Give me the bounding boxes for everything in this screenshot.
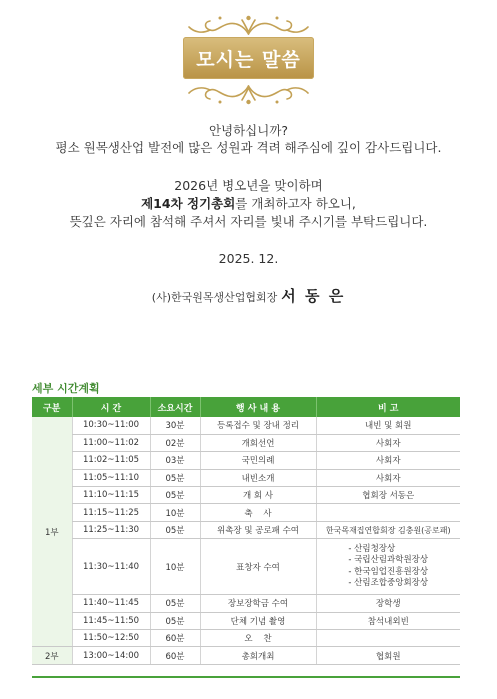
time-cell: 11:05~11:10 (72, 469, 150, 486)
content-cell: 단체 기념 촬영 (200, 612, 316, 629)
table-row (32, 452, 460, 469)
col-header-duration: 소요시간 (150, 397, 200, 417)
time-cell: 11:15~11:25 (72, 504, 150, 521)
signer-org: (사)한국원목생산업협회장 (151, 291, 278, 304)
content-cell: 오 찬 (200, 630, 316, 647)
time-cell: 11:25~11:30 (72, 521, 150, 538)
duration-cell: 10분 (150, 504, 200, 521)
table-row (32, 487, 460, 504)
duration-cell: 02분 (150, 434, 200, 451)
col-header-part: 구분 (32, 397, 72, 417)
part-1-label: 1부 (32, 417, 72, 647)
table-row (32, 595, 460, 612)
award-item: - 산림청장상 (348, 543, 396, 554)
note-cell: 사회자 (316, 452, 460, 469)
table-row (32, 630, 460, 647)
schedule-table (32, 397, 460, 665)
new-year-line: 2026년 병오년을 맞이하며 (174, 178, 323, 193)
table-row (32, 647, 460, 664)
content-cell: 장보장학금 수여 (200, 595, 316, 612)
award-item: - 한국임업진흥원장상 (348, 566, 429, 577)
time-cell: 11:40~11:45 (72, 595, 150, 612)
note-cell (316, 630, 460, 647)
duration-cell: 60분 (150, 630, 200, 647)
duration-cell: 03분 (150, 452, 200, 469)
content-cell: 개회선언 (200, 434, 316, 451)
content-cell: 개 회 사 (200, 487, 316, 504)
table-bottom-rule (32, 676, 460, 678)
duration-cell: 05분 (150, 521, 200, 538)
time-cell: 11:45~11:50 (72, 612, 150, 629)
duration-cell: 10분 (150, 539, 200, 595)
duration-cell: 30분 (150, 417, 200, 434)
note-cell: 장학생 (316, 595, 460, 612)
content-cell: 위촉장 및 공로패 수여 (200, 521, 316, 538)
part-2-label: 2부 (32, 647, 72, 664)
duration-cell: 05분 (150, 469, 200, 486)
content-cell: 내빈소개 (200, 469, 316, 486)
content-cell: 총회개최 (200, 647, 316, 664)
meeting-line-rest: 를 개최하고자 하오니, (235, 196, 356, 211)
award-item: - 산림조합중앙회장상 (348, 578, 429, 589)
thanks-line: 평소 원목생산업 발전에 많은 성원과 격려 해주심에 깊이 감사드립니다. (55, 140, 442, 155)
time-cell: 11:10~11:15 (72, 487, 150, 504)
time-cell: 10:30~11:00 (72, 417, 150, 434)
award-item: - 국립산림과학원장상 (348, 555, 429, 566)
table-row (32, 539, 460, 595)
letter-date: 2025. 12. (218, 251, 279, 266)
note-cell: 참석내외빈 (316, 612, 460, 629)
content-cell: 표창자 수여 (200, 539, 316, 595)
time-cell: 13:00~14:00 (72, 647, 150, 664)
time-cell: 11:30~11:40 (72, 539, 150, 595)
meeting-line (0, 194, 497, 212)
note-cell: 한국목재집연합회장 김충원(공로패) (316, 521, 460, 538)
time-cell: 11:50~12:50 (72, 630, 150, 647)
note-cell: 사회자 (316, 469, 460, 486)
table-row (32, 521, 460, 538)
ornament-top-icon (186, 14, 311, 36)
note-cell (316, 539, 460, 595)
duration-cell: 05분 (150, 595, 200, 612)
content-cell: 등록접수 및 장내 정리 (200, 417, 316, 434)
signature (0, 285, 497, 306)
note-cell: 협회원 (316, 647, 460, 664)
content-cell: 국민의례 (200, 452, 316, 469)
duration-cell: 05분 (150, 612, 200, 629)
table-row (32, 469, 460, 486)
duration-cell: 05분 (150, 487, 200, 504)
time-cell: 11:02~11:05 (72, 452, 150, 469)
table-row (32, 434, 460, 451)
schedule-title: 세부 시간계획 (32, 382, 100, 395)
note-cell (316, 504, 460, 521)
table-row (32, 417, 460, 434)
col-header-content: 행 사 내 용 (200, 397, 316, 417)
duration-cell: 60분 (150, 647, 200, 664)
table-header-row (32, 397, 460, 417)
header (0, 0, 497, 110)
note-cell: 내빈 및 회원 (316, 417, 460, 434)
content-cell: 축 사 (200, 504, 316, 521)
note-cell: 사회자 (316, 434, 460, 451)
time-cell: 11:00~11:02 (72, 434, 150, 451)
table-row (32, 612, 460, 629)
note-cell: 협회장 서동은 (316, 487, 460, 504)
col-header-note: 비 고 (316, 397, 460, 417)
col-header-time: 시 간 (72, 397, 150, 417)
ornament-bottom-icon (186, 84, 311, 106)
table-row (32, 504, 460, 521)
page-title: 모시는 말씀 (183, 37, 314, 79)
request-line: 뜻깊은 자리에 참석해 주셔서 자리를 빛내 주시기를 부탁드립니다. (69, 214, 428, 229)
meeting-name: 제14차 정기총회 (141, 196, 236, 211)
award-list (348, 544, 428, 590)
signer-name: 서 동 은 (281, 287, 346, 305)
greeting-line: 안녕하십니까? (208, 123, 289, 138)
